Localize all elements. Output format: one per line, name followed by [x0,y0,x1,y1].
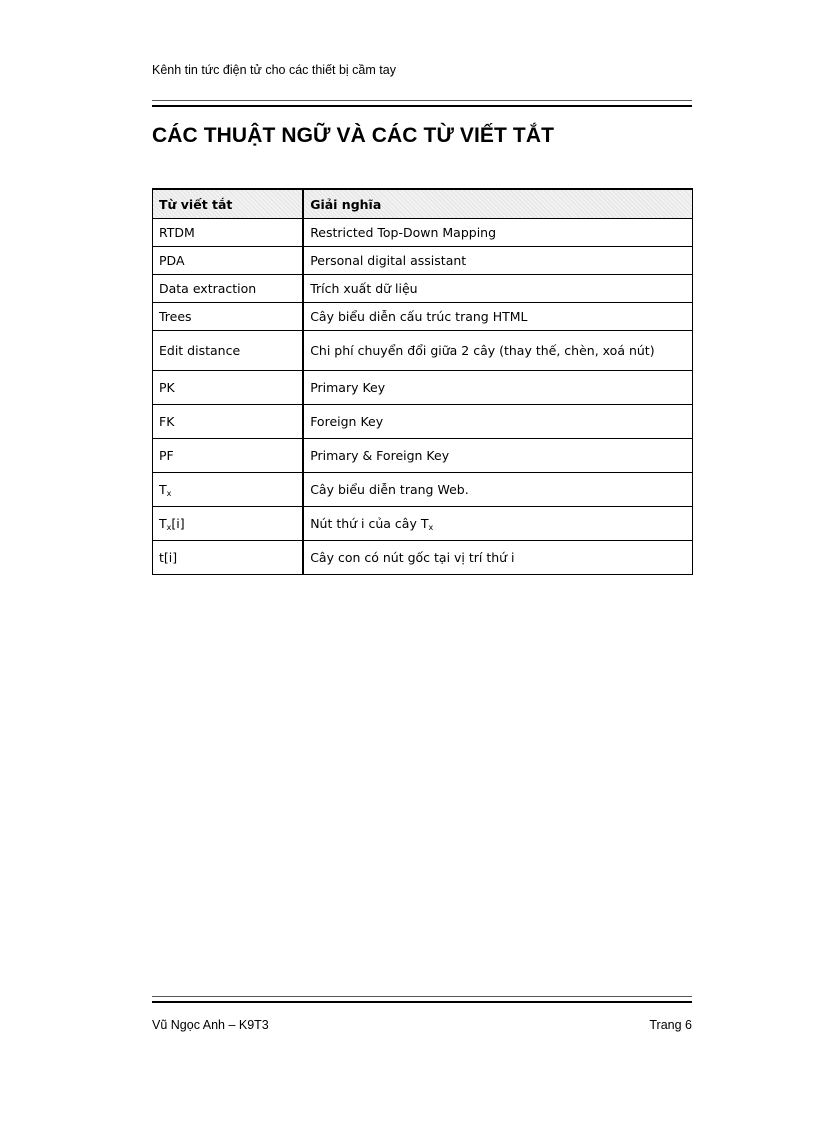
table-row [153,405,693,439]
abbreviation-tail: [i] [171,515,185,531]
header-rule [152,100,692,107]
meaning-cell: Trích xuất dữ liệu [303,275,692,303]
table-row [153,331,693,371]
table-row [153,507,693,541]
column-header-abbreviation: Từ viết tắt [153,189,304,219]
abbreviation-cell [153,507,304,541]
meaning-cell: Primary & Foreign Key [303,439,692,473]
abbreviation-cell: RTDM [153,219,304,247]
column-header-meaning: Giải nghĩa [303,189,692,219]
table-row [153,303,693,331]
abbreviation-cell: t[i] [153,541,304,575]
abbreviation-subscript: x [166,522,172,532]
meaning-cell: Restricted Top-Down Mapping [303,219,692,247]
meaning-cell: Personal digital assistant [303,247,692,275]
meaning-cell: Chi phí chuyển đổi giữa 2 cây (thay thế, chèn, xoá nút) [303,331,692,371]
abbreviation-main: T [159,515,167,531]
table-row [153,371,693,405]
meaning-cell: Cây biểu diễn trang Web. [303,473,692,507]
table-header-row [153,189,693,219]
abbreviation-cell: PK [153,371,304,405]
meaning-cell: Primary Key [303,371,692,405]
table-row [153,473,693,507]
meaning-subscript: x [428,522,434,532]
abbreviation-cell: Data extraction [153,275,304,303]
abbreviation-cell: PF [153,439,304,473]
table-row [153,275,693,303]
abbreviation-cell: Edit distance [153,331,304,371]
abbreviation-cell [153,473,304,507]
abbreviation-subscript: x [166,488,172,498]
abbreviation-main: T [159,481,167,497]
abbreviation-cell: FK [153,405,304,439]
table-row [153,247,693,275]
meaning-cell: Foreign Key [303,405,692,439]
meaning-cell: Cây con có nút gốc tại vị trí thứ i [303,541,692,575]
abbreviation-cell: PDA [153,247,304,275]
meaning-main: Nút thứ i của cây T [310,515,429,531]
footer-author: Vũ Ngọc Anh – K9T3 [152,1018,269,1032]
table-row [153,219,693,247]
footer-rule [152,996,692,1003]
meaning-cell [303,507,692,541]
abbreviation-cell: Trees [153,303,304,331]
page-title: CÁC THUẬT NGỮ VÀ CÁC TỪ VIẾT TẮT [152,124,555,147]
meaning-cell: Cây biểu diễn cấu trúc trang HTML [303,303,692,331]
table-row [153,541,693,575]
terms-table [152,188,693,575]
running-header: Kênh tin tức điện tử cho các thiết bị cầm tay [152,63,396,77]
table-row [153,439,693,473]
page-number: Trang 6 [649,1018,692,1032]
